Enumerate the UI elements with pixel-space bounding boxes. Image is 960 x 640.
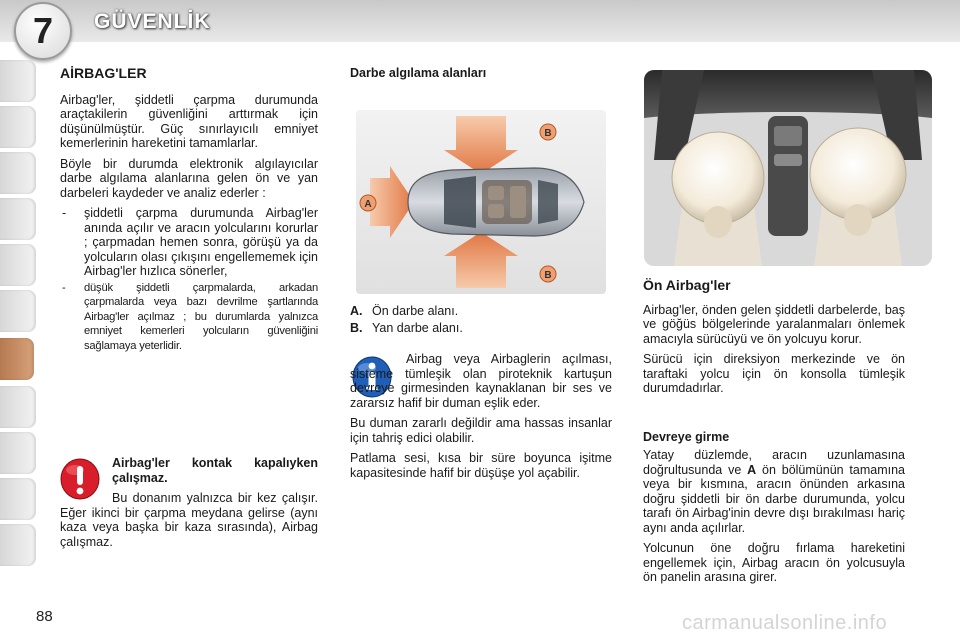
legend-b-key: B. bbox=[350, 320, 363, 335]
chapter-tab-5[interactable] bbox=[0, 244, 36, 286]
chapter-tab-11[interactable] bbox=[0, 524, 36, 566]
chapter-tab-10[interactable] bbox=[0, 478, 36, 520]
chapter-tab-7-active[interactable] bbox=[0, 338, 34, 380]
column-front-airbags bbox=[643, 278, 905, 591]
section-title-front-airbags: Ön Airbag'ler bbox=[643, 277, 731, 293]
chapter-number-badge: 7 bbox=[14, 2, 72, 60]
page-number: 88 bbox=[36, 608, 53, 625]
activation-zone-key: A bbox=[747, 462, 757, 477]
activation-text-start: Yatay düzlemde, aracın uzunlamasına doğrultusunda ve bbox=[643, 448, 905, 477]
list-item-severe-impact: - şiddetli çarpma durumunda Airbag'ler anında açılır ve aracın yolcularını korurlar ; çarpmadan hemen sonra, görüşü ya da yolcuların olası çıkışını engellememek için Airbag'ler hızlıca sönerler, bbox=[60, 206, 318, 279]
chapter-tab-6[interactable] bbox=[0, 290, 36, 332]
chapter-tab-8[interactable] bbox=[0, 386, 36, 428]
detection-legend bbox=[350, 304, 612, 337]
legend-side-zone bbox=[350, 321, 612, 336]
legend-b-text: Yan darbe alanı. bbox=[372, 320, 463, 335]
chapter-tab-3[interactable] bbox=[0, 152, 36, 194]
passenger-paragraph: Yolcunun öne doğru fırlama hareketini engellemek için, Airbag aracın ön yolcusuyla ön panelin arasına girer. bbox=[643, 541, 905, 584]
info-note bbox=[350, 352, 612, 486]
detection-zones-title: Darbe algılama alanları bbox=[350, 66, 487, 80]
activation-paragraph bbox=[643, 448, 905, 535]
sensor-paragraph: Böyle bir durumda elektronik algılayıcılar darbe algılama alanlarına gelen ön ve yan darbeleri kaydeder ve analiz ederler : bbox=[60, 156, 318, 200]
diagram-label-a: A bbox=[364, 199, 372, 210]
list-item-light-impact: - düşük şiddetli çarpmalarda, arkadan çarpmalarda veya bazı devrilme şartlarında Airbag'ler açılmaz ; bu durumlarda yalnızca emniyet kemerleri yolcuların güvenliğini sağlamaya yeterlidir. bbox=[60, 281, 318, 354]
legend-a-text: Ön darbe alanı. bbox=[372, 304, 459, 318]
legend-a-key: A. bbox=[350, 304, 363, 318]
legend-front-zone bbox=[350, 304, 612, 319]
detection-zones-diagram bbox=[356, 110, 606, 294]
intro-paragraph: Airbag'ler, şiddetli çarpma durumunda araçtakilerin güvenliğini arttırmak için düşünülmüştür. Güç sınırlayıcılı emniyet kemerlerinin hareketini tamamlarlar. bbox=[60, 92, 318, 150]
activation-text-end: ön bölümünün tamamına veya bir kısmına, aracın önünden arkasına doğru şiddetli bir ön darbe durumunda, yolcu tarafı ön Airbag'inin devre dışı bırakılması hariç aynı anda açılırlar. bbox=[643, 462, 906, 535]
section-title-airbags: AİRBAG'LER bbox=[60, 65, 147, 81]
info-paragraph-3: Patlama sesi, kısa bir süre boyunca işitme kapasitesinde hafif bir düşüşe yol açabilir. bbox=[350, 451, 612, 480]
chapter-tabs bbox=[0, 60, 36, 580]
behaviour-list bbox=[60, 206, 318, 353]
warning-note bbox=[60, 456, 318, 555]
front-airbags-paragraph-2: Sürücü için direksiyon merkezinde ve ön taraftaki yolcu için ön konsolla tümleşik durumdadırlar. bbox=[643, 352, 905, 395]
info-paragraph-1: Airbag veya Airbaglerin açılması, sisteme tümleşik olan piroteknik kartuşun devreye girmesinden kaynaklanan bir ses ve zararsız hafif bir duman eşlik eder. bbox=[350, 352, 612, 410]
watermark: carmanualsonline.info bbox=[682, 612, 888, 634]
chapter-tab-4[interactable] bbox=[0, 198, 36, 240]
column-airbags-intro bbox=[60, 66, 318, 355]
chapter-tab-9[interactable] bbox=[0, 432, 36, 474]
column-detection-zones bbox=[350, 66, 612, 89]
chapter-title: GÜVENLİK bbox=[94, 10, 211, 33]
diagram-label-b-top: B bbox=[544, 128, 552, 139]
info-paragraph-2: Bu duman zararlı değildir ama hassas insanlar için tahriş edici olabilir. bbox=[350, 416, 612, 445]
warning-title: Airbag'ler kontak kapalıyken çalışmaz. bbox=[112, 456, 318, 485]
chapter-tab-1[interactable] bbox=[0, 60, 36, 102]
activation-title: Devreye girme bbox=[643, 429, 730, 444]
chapter-tab-2[interactable] bbox=[0, 106, 36, 148]
warning-text: Bu donanım yalnızca bir kez çalışır. Eğer ikinci bir çarpma meydana gelirse (aynı kaza veya başka bir kaza sırasında), Airbag çalışmaz. bbox=[60, 491, 318, 549]
front-airbags-photo bbox=[644, 70, 932, 266]
front-airbags-paragraph-1: Airbag'ler, önden gelen şiddetli darbelerde, baş ve göğüs bölgelerinde yaralanmaları önlemek amacıyla sürücüyü ve ön yolcuyu korur. bbox=[643, 302, 905, 346]
diagram-label-b-bottom: B bbox=[544, 270, 552, 281]
